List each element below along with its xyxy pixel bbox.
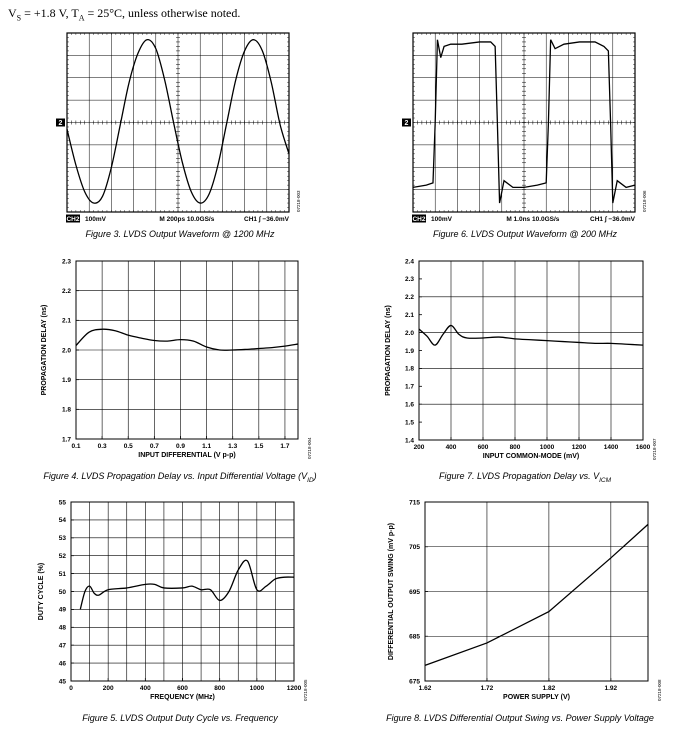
- fig5-ytick-label: 49: [58, 606, 66, 614]
- fig4-ytick-label: 1.9: [61, 376, 71, 384]
- fig7-ytick-label: 1.7: [404, 383, 414, 391]
- fig5-xlabel: FREQUENCY (MHz): [150, 694, 215, 701]
- fig4-xtick-label: 0.1: [71, 443, 81, 450]
- fig3-marker-label: 2: [58, 120, 63, 127]
- fig8-ytick-label: 695: [409, 588, 420, 596]
- fig4-xtick-label: 0.7: [149, 443, 159, 450]
- fig5-ytick-label: 45: [58, 678, 66, 686]
- fig7-ytick-label: 1.5: [404, 419, 414, 427]
- fig7-caption-main: Figure 7. LVDS Propagation Delay vs. V: [438, 471, 600, 481]
- fig5-xtick-label: 800: [214, 685, 226, 692]
- fig5-caption: Figure 5. LVDS Output Duty Cycle vs. Frequency: [82, 713, 278, 723]
- fig6-scope: [402, 33, 647, 223]
- fig3-scope-left: 100mV: [85, 216, 106, 223]
- fig7-ytick-label: 1.9: [404, 347, 414, 355]
- fig4-caption-sub: ID: [307, 476, 314, 484]
- fig5-ytick-label: 52: [58, 553, 66, 560]
- fig5-xtick-label: 600: [177, 685, 188, 692]
- fig3-scope-right: CH1 ∫ −36.0mV: [244, 216, 289, 223]
- fig5-ytick-label: 47: [58, 642, 66, 650]
- fig7-ytick-label: 1.4: [404, 437, 414, 445]
- fig7-figid: 07218-007: [652, 438, 657, 460]
- fig3-ch-label: CH2: [66, 216, 80, 223]
- fig6-caption: Figure 6. LVDS Output Waveform @ 200 MHz: [432, 229, 618, 239]
- fig5-series-line: [80, 560, 294, 609]
- fig7-xtick-label: 600: [477, 444, 489, 451]
- fig4-xtick-label: 0.9: [175, 443, 185, 450]
- fig5-xtick-label: 400: [139, 685, 151, 692]
- fig7-ytick-label: 2.0: [404, 329, 414, 337]
- fig7-xtick-label: 800: [509, 444, 521, 451]
- fig7-frame: [419, 261, 643, 440]
- fig4-ylabel: PROPAGATION DELAY (ns): [41, 304, 48, 396]
- fig8-xtick-label: 1.82: [542, 685, 556, 692]
- fig3-scope-mid: M 200ps 10.0GS/s: [159, 216, 215, 223]
- fig5-ytick-label: 50: [58, 588, 66, 596]
- fig7-ylabel: PROPAGATION DELAY (ns): [385, 305, 392, 396]
- header-v-sub: S: [16, 13, 22, 23]
- fig7-xlabel: INPUT COMMON-MODE (mV): [482, 453, 580, 460]
- fig4-ytick-label: 2.1: [61, 317, 71, 325]
- fig7-xtick-label: 1600: [635, 444, 651, 451]
- fig6-marker-label: 2: [404, 120, 409, 127]
- fig4-caption-main: Figure 4. LVDS Propagation Delay vs. Input Differential Voltage (V: [43, 471, 308, 481]
- fig7-series-line: [419, 325, 643, 345]
- fig7-xtick-label: 400: [445, 444, 457, 451]
- fig8-figid: 07218-008: [657, 679, 662, 701]
- fig5-xtick-label: 0: [69, 685, 73, 692]
- fig6-ch-label: CH2: [412, 216, 426, 223]
- fig7-caption: [380, 471, 670, 484]
- fig5-ytick-label: 53: [58, 535, 66, 543]
- fig5-chart: [38, 499, 308, 701]
- fig6-scope-left: 100mV: [431, 216, 452, 223]
- fig3-caption: Figure 3. LVDS Output Waveform @ 1200 MHz: [85, 229, 275, 239]
- fig7-ytick-label: 1.6: [404, 401, 414, 409]
- fig4-xtick-label: 1.7: [280, 443, 290, 450]
- fig4-caption: [20, 471, 340, 484]
- fig8-xtick-label: 1.62: [418, 685, 432, 692]
- fig8-xtick-label: 1.92: [604, 685, 618, 692]
- fig4-xtick-label: 0.5: [123, 443, 133, 450]
- fig4-figid: 07218-004: [307, 437, 312, 459]
- fig6-figid: 07218-006: [642, 190, 647, 212]
- fig5-ytick-label: 51: [58, 570, 66, 578]
- fig8-series-line: [425, 524, 648, 665]
- fig4-xtick-label: 1.5: [254, 443, 264, 450]
- fig4-xtick-label: 0.3: [97, 443, 107, 450]
- fig8-xtick-label: 1.72: [480, 685, 494, 692]
- fig5-figid: 07218-005: [303, 679, 308, 701]
- fig7-xtick-label: 1000: [539, 444, 555, 451]
- fig4-chart: [41, 258, 312, 459]
- fig5-ytick-label: 54: [58, 517, 66, 525]
- fig4-caption-end: ): [313, 471, 317, 481]
- fig8-xlabel: POWER SUPPLY (V): [503, 694, 570, 701]
- fig4-xtick-label: 1.3: [228, 443, 238, 450]
- fig4-ytick-label: 2.3: [61, 258, 71, 266]
- fig4-ytick-label: 1.8: [61, 406, 71, 414]
- fig7-ytick-label: 1.8: [404, 365, 414, 373]
- fig5-xtick-label: 1200: [286, 685, 302, 692]
- fig8-ytick-label: 705: [409, 544, 420, 552]
- fig7-ytick-label: 2.4: [404, 258, 414, 266]
- header-v: V: [8, 6, 17, 20]
- fig7-ytick-label: 2.1: [404, 312, 414, 319]
- fig8-ylabel: DIFFERENTIAL OUTPUT SWING (mV p-p): [388, 522, 395, 661]
- fig7-xtick-label: 1400: [603, 444, 619, 451]
- fig8-ytick-label: 685: [409, 633, 420, 641]
- fig4-series-line: [76, 329, 298, 350]
- fig5-ylabel: DUTY CYCLE (%): [38, 562, 45, 621]
- header-mid: = +1.8 V, T: [21, 6, 79, 20]
- fig5-xtick-label: 200: [102, 685, 114, 692]
- fig3-scope: [56, 33, 301, 223]
- header-rest: = 25°C, unless otherwise noted.: [84, 6, 241, 20]
- fig7-ytick-label: 2.2: [404, 294, 414, 302]
- header-t-sub: A: [78, 13, 85, 23]
- fig7-xtick-label: 1200: [571, 444, 587, 451]
- fig6-scope-right: CH1 ∫ −36.0mV: [590, 216, 635, 223]
- fig4-ytick-label: 2.2: [61, 287, 71, 295]
- fig7-caption-sub: ICM: [599, 476, 611, 484]
- fig5-xtick-label: 1000: [249, 685, 265, 692]
- fig4-ytick-label: 1.7: [61, 436, 71, 444]
- fig4-ytick-label: 2.0: [61, 347, 71, 355]
- fig5-ytick-label: 48: [58, 624, 66, 632]
- fig4-xtick-label: 1.1: [202, 443, 212, 450]
- fig5-ytick-label: 55: [58, 499, 66, 507]
- fig8-caption: Figure 8. LVDS Differential Output Swing vs. Power Supply Voltage: [386, 713, 654, 723]
- fig7-xtick-label: 200: [413, 444, 425, 451]
- fig8-ytick-label: 715: [409, 499, 420, 507]
- fig8-ytick-label: 675: [409, 678, 420, 686]
- fig7-ytick-label: 2.3: [404, 276, 414, 284]
- fig7-chart: [385, 258, 657, 460]
- fig3-figid: 07218-003: [296, 190, 301, 212]
- fig8-chart: [388, 499, 662, 701]
- fig4-xlabel: INPUT DIFFERENTIAL (V p-p): [138, 452, 236, 459]
- fig5-ytick-label: 46: [58, 660, 66, 668]
- fig6-scope-mid: M 1.0ns 10.0GS/s: [506, 216, 560, 223]
